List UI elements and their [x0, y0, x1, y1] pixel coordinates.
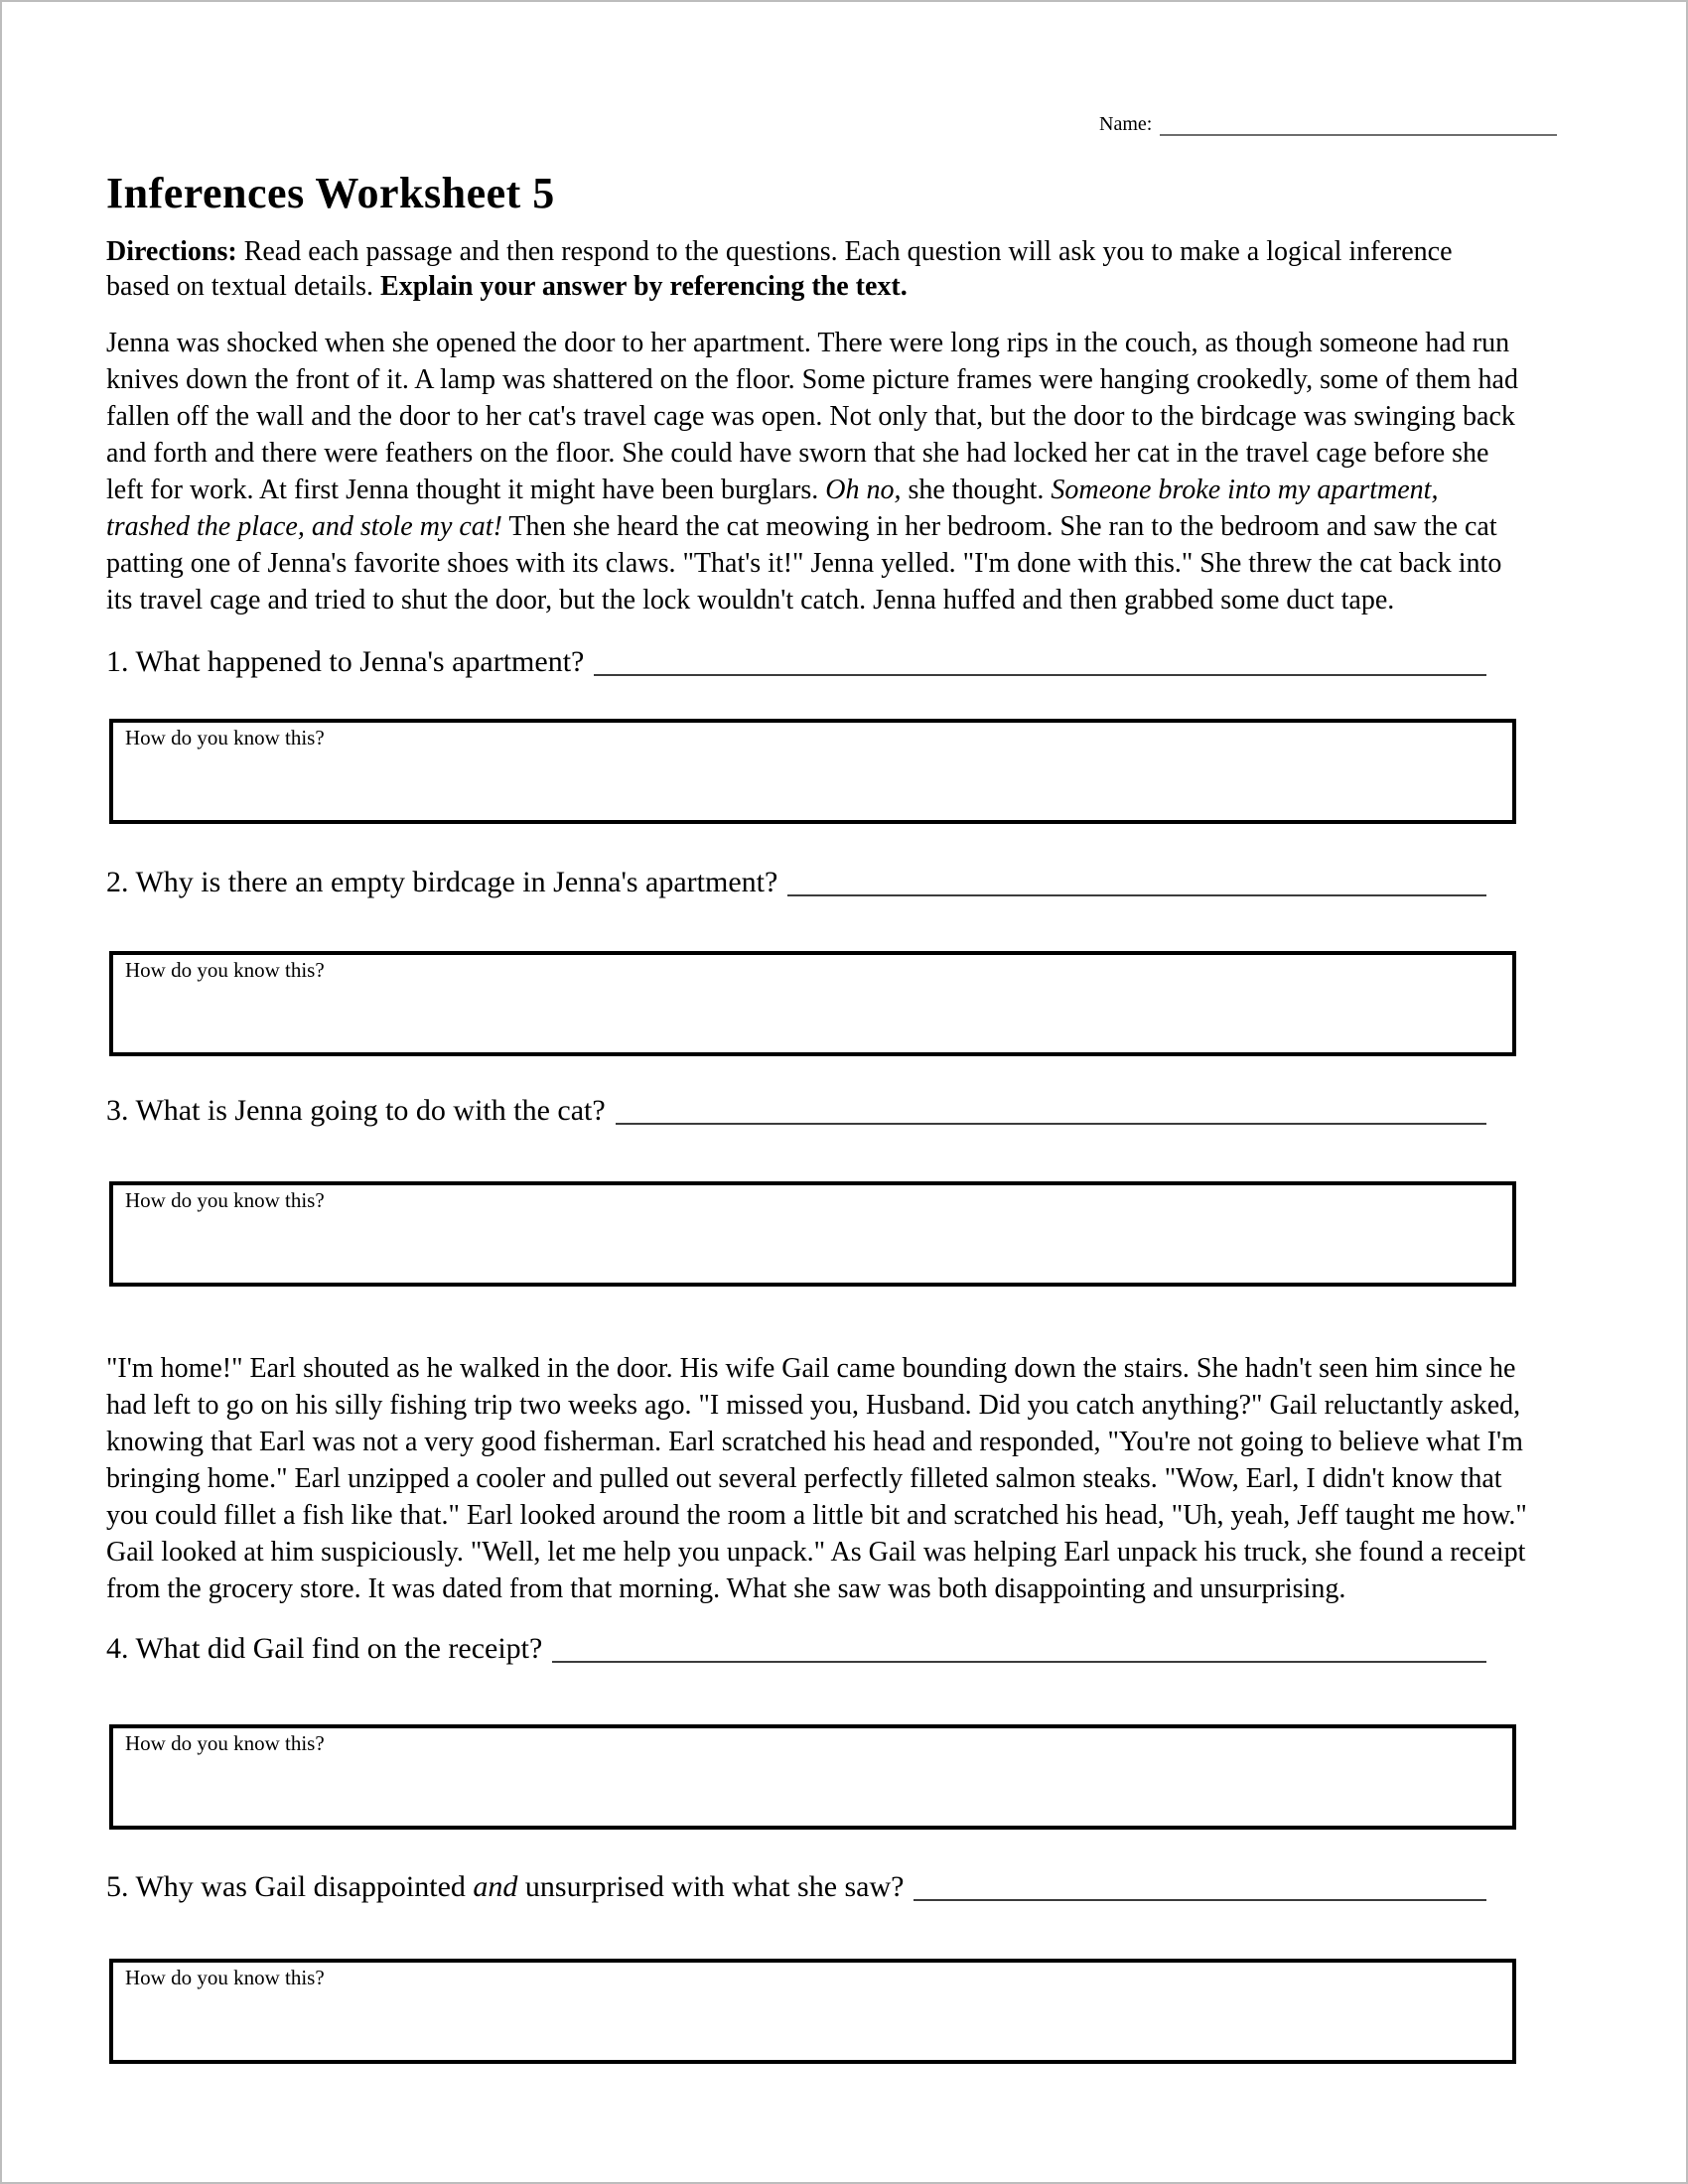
question-3-answer-line[interactable]	[616, 1123, 1486, 1125]
question-2-text: 2. Why is there an empty birdcage in Jenna's apartment?	[106, 866, 778, 898]
question-4-text: 4. What did Gail find on the receipt?	[106, 1632, 543, 1665]
question-5-text: 5. Why was Gail disappointed and unsurprised with what she saw?	[106, 1870, 905, 1903]
answer-box-2-label: How do you know this?	[125, 958, 325, 982]
question-2-answer-line[interactable]	[787, 894, 1486, 896]
question-1-answer-line[interactable]	[594, 674, 1486, 676]
answer-box-5-label: How do you know this?	[125, 1966, 325, 1989]
question-5-answer-box[interactable]	[109, 1959, 1516, 2064]
question-3	[106, 1092, 1486, 1130]
question-1	[106, 643, 1486, 681]
question-5-answer-line[interactable]	[914, 1899, 1486, 1901]
name-field-row	[1099, 113, 1557, 136]
answer-box-3-label: How do you know this?	[125, 1188, 325, 1212]
question-2	[106, 864, 1486, 901]
page-title: Inferences Worksheet 5	[106, 169, 555, 218]
directions-text: Directions: Read each passage and then respond to the questions. Each question will ask you to make a logical inference based on textual details. Explain your answer by referencing the text.	[106, 236, 1453, 302]
question-5	[106, 1868, 1486, 1906]
question-2-answer-box[interactable]	[109, 951, 1516, 1056]
question-1-answer-box[interactable]	[109, 719, 1516, 824]
answer-box-1-label: How do you know this?	[125, 726, 325, 750]
passage-2: "I'm home!" Earl shouted as he walked in the door. His wife Gail came bounding down the stairs. She hadn't seen him since he had left to go on his silly fishing trip two weeks ago. "I missed you, Husband. Did you catch anything?" Gail reluctantly asked, knowing that Earl was not a very good fisherman. Earl scratched his head and responded, "You're not going to believe what I'm bringing home." Earl unzipped a cooler and pulled out several perfectly filleted salmon steaks. "Wow, Earl, I didn't know that you could fillet a fish like that." Earl looked around the room a little bit and scratched his head, "Uh, yeah, Jeff taught me how." Gail looked at him suspiciously. "Well, let me help you unpack." As Gail was helping Earl unpack his truck, she found a receipt from the grocery store. It was dated from that morning. What she saw was both disappointing and unsurprising.	[106, 1353, 1527, 1604]
question-3-text: 3. What is Jenna going to do with the cat?	[106, 1094, 606, 1127]
passage-1: Jenna was shocked when she opened the door to her apartment. There were long rips in the couch, as though someone had run knives down the front of it. A lamp was shattered on the floor. Some picture frames were hanging crookedly, some of them had fallen off the wall and the door to her cat's travel cage was open. Not only that, but the door to the birdcage was swinging back and forth and there were feathers on the floor. She could have sworn that she had locked her cat in the travel cage before she left for work. At first Jenna thought it might have been burglars. Oh no, she thought. Someone broke into my apartment, trashed the place, and stole my cat! Then she heard the cat meowing in her bedroom. She ran to the bedroom and saw the cat patting one of Jenna's favorite shoes with its claws. "That's it!" Jenna yelled. "I'm done with this." She threw the cat back into its travel cage and tried to shut the door, but the lock wouldn't catch. Jenna huffed and then grabbed some duct tape.	[106, 328, 1518, 615]
name-label: Name:	[1099, 113, 1153, 135]
question-1-text: 1. What happened to Jenna's apartment?	[106, 645, 585, 678]
name-blank-line[interactable]	[1160, 118, 1557, 136]
question-3-answer-box[interactable]	[109, 1181, 1516, 1287]
question-4-answer-line[interactable]	[552, 1661, 1486, 1663]
question-4	[106, 1630, 1486, 1668]
answer-box-4-label: How do you know this?	[125, 1731, 325, 1755]
question-4-answer-box[interactable]	[109, 1724, 1516, 1830]
